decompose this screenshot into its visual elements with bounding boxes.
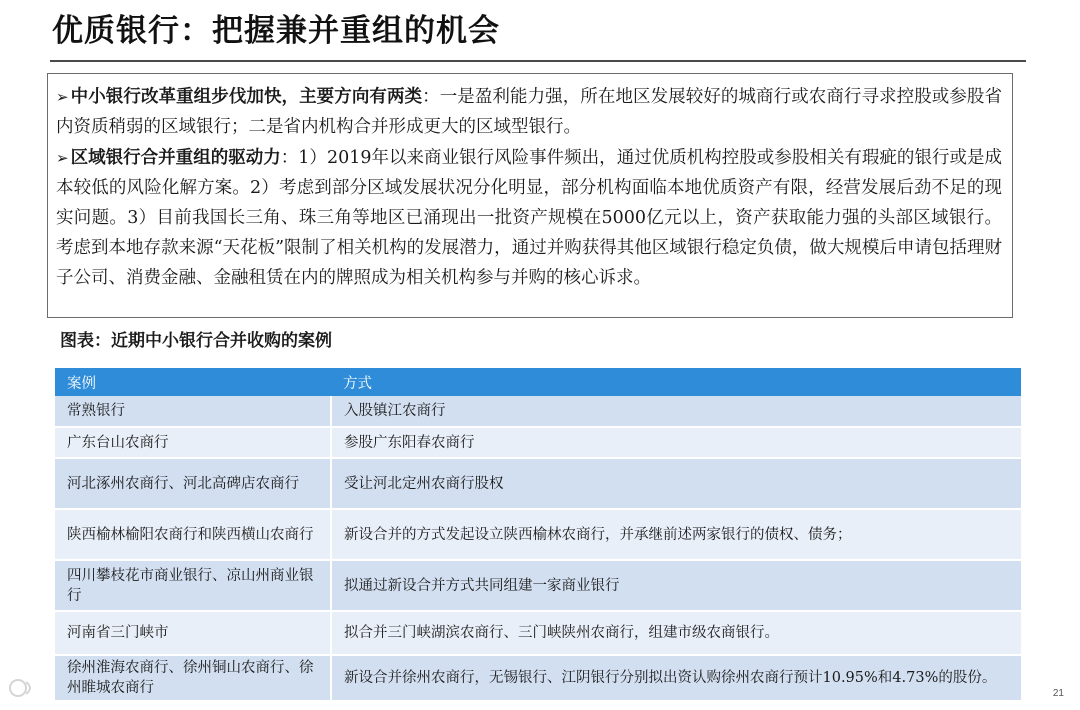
table-row xyxy=(55,560,1021,611)
page-title: 优质银行：把握兼并重组的机会 xyxy=(52,13,500,49)
title-divider xyxy=(50,60,1026,62)
bullet-paragraph xyxy=(56,143,1002,293)
method-cell: 新设合并的方式发起设立陕西榆林农商行，并承继前述两家银行的债权、债务； xyxy=(331,509,1021,560)
case-cell: 常熟银行 xyxy=(55,396,331,427)
bullet-paragraph xyxy=(56,82,1002,142)
summary-box xyxy=(47,73,1013,318)
table-header-row xyxy=(55,368,1021,396)
method-cell: 拟通过新设合并方式共同组建一家商业银行 xyxy=(331,560,1021,611)
method-cell: 拟合并三门峡湖滨农商行、三门峡陕州农商行，组建市级农商银行。 xyxy=(331,611,1021,655)
case-cell: 河北涿州农商行、河北高碑店农商行 xyxy=(55,458,331,509)
arrow-bullet-icon: ➢ xyxy=(56,88,69,106)
case-cell: 陕西榆林榆阳农商行和陕西横山农商行 xyxy=(55,509,331,560)
table-row xyxy=(55,427,1021,458)
header-case: 案例 xyxy=(55,368,331,396)
case-cell: 广东台山农商行 xyxy=(55,427,331,458)
method-cell: 参股广东阳春农商行 xyxy=(331,427,1021,458)
arrow-bullet-icon: ➢ xyxy=(56,149,69,167)
table-row xyxy=(55,509,1021,560)
watermark-logo-icon xyxy=(8,676,38,700)
case-cell: 四川攀枝花市商业银行、凉山州商业银行 xyxy=(55,560,331,611)
page-number: 21 xyxy=(1052,688,1064,699)
table-row xyxy=(55,458,1021,509)
case-cell: 徐州淮海农商行、徐州铜山农商行、徐州睢城农商行 xyxy=(55,655,331,701)
method-cell: 新设合并徐州农商行，无锡银行、江阴银行分别拟出资认购徐州农商行预计10.95%和4.73%的股份。 xyxy=(331,655,1021,701)
bullet-text: ：1）2019年以来商业银行风险事件频出，通过优质机构控股或参股相关有瑕疵的银行或是成本较低的风险化解方案。2）考虑到部分区域发展状况分化明显，部分机构面临本地优质资产有限，经营发展后劲不足的现实问题。3）目前我国长三角、珠三角等地区已涌现出一批资产规模在5000亿元以上，资产获取能力强的头部区域银行。考虑到本地存款来源“天花板”限制了相关机构的发展潜力，通过并购获得其他区域银行稳定负债，做大规模后申请包括理财子公司、消费金融、金融租赁在内的牌照成为相关机构参与并购的核心诉求。 xyxy=(56,148,1002,288)
table-row xyxy=(55,396,1021,427)
case-cell: 河南省三门峡市 xyxy=(55,611,331,655)
table-row xyxy=(55,655,1021,701)
table-row xyxy=(55,611,1021,655)
header-method: 方式 xyxy=(331,368,1021,396)
table-caption: 图表：近期中小银行合并收购的案例 xyxy=(60,331,332,351)
cases-table xyxy=(55,368,1021,702)
method-cell: 入股镇江农商行 xyxy=(331,396,1021,427)
bullet-lead: 区域银行合并重组的驱动力 xyxy=(70,148,281,168)
bullet-text: ：一是盈利能力强，所在地区发展较好的城商行或农商行寻求控股或参股省内资质稍弱的区域银行；二是省内机构合并形成更大的区域型银行。 xyxy=(56,87,1003,137)
bullet-lead: 中小银行改革重组步伐加快，主要方向有两类 xyxy=(70,87,423,107)
method-cell: 受让河北定州农商行股权 xyxy=(331,458,1021,509)
